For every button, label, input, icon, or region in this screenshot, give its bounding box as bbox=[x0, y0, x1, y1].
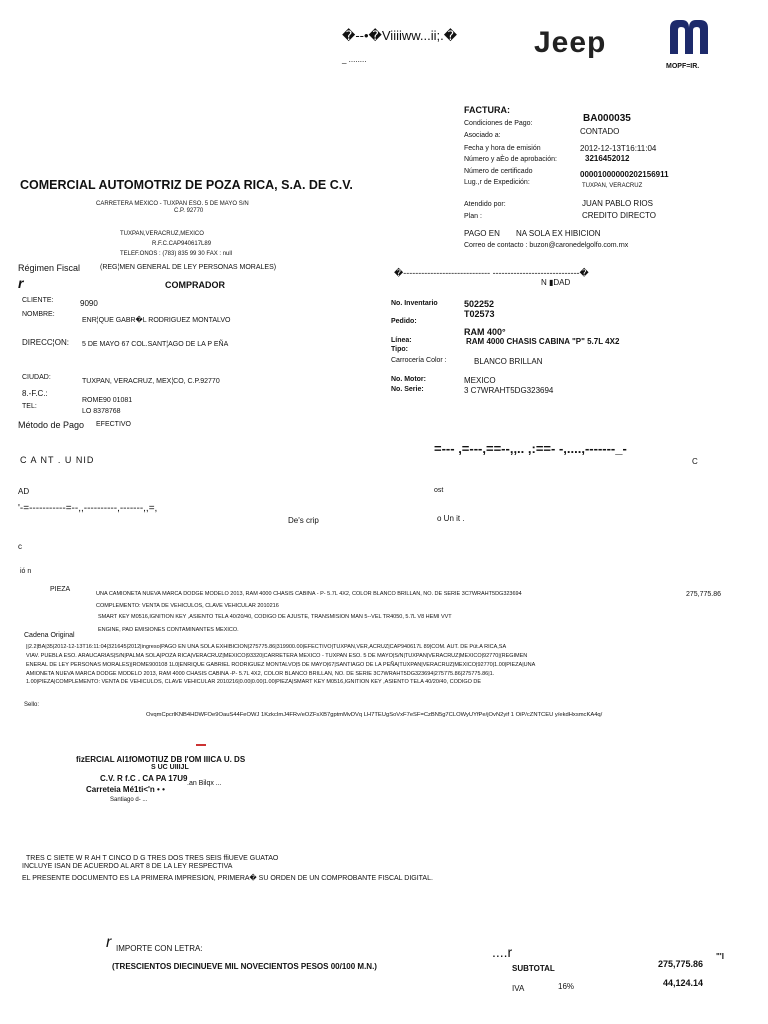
note-line: INCLUYE ISAN DE ACUERDO AL ART 8 DE LA LEY RESPECTIVA bbox=[22, 863, 233, 870]
comprador-title: COMPRADOR bbox=[165, 280, 225, 290]
invoice-label: Atendido por: bbox=[464, 201, 506, 208]
invoice-value: TUXPAN, VERACRUZ bbox=[582, 183, 643, 189]
stamp-line: fizERCIAL Al1fOMOTIUZ DB I'OM IIICA U. DS bbox=[76, 755, 246, 764]
cadena-label: Cadena Original bbox=[24, 632, 75, 639]
cadena-line: ||2.2|BA|35|2012-12-13T16:11:04|321645|2012|ingreso|PAGO EN UNA SOLA EXHIBICION|275775.86|319900.00|EFECTIVO|TUXPAN,VER,ACRUZ|CAP940617L 89|COM. AUT. DE Püt.A RICA,SA bbox=[26, 644, 507, 650]
invoice-label: Lug.,r de Expedición: bbox=[464, 179, 530, 186]
concept-desc-line: UNA CAMIONETA NUEVA MARCA DODGE MODELO 2013, RAM 4000 CHASIS CABINA - P- 5.7L 4X2, COLOR BLANCO BRILLAN, NO. DE SERIE 3C7WRAHT5DG323694 bbox=[96, 591, 522, 597]
note-line: TRES C SIETE W R AH T CINCO D G TRES DOS TRES SEIS ffiUEVE GUATAO bbox=[26, 855, 279, 862]
stamp-line: .an Bilqx ... bbox=[187, 780, 222, 787]
cost-marker: ost bbox=[434, 487, 444, 494]
pedido-value: T02573 bbox=[464, 309, 495, 319]
stamp-line: S UC UIIIJL bbox=[151, 764, 189, 771]
regimen-label: Régimen Fiscal bbox=[18, 263, 81, 273]
direccion-value: 5 DE MAYO 67 COL.SANT¦AGO DE LA P EÑA bbox=[82, 341, 229, 348]
pedido-label: Pedido: bbox=[391, 318, 417, 325]
io-marker: ió n bbox=[20, 568, 32, 575]
stamp-line: Santiago d- ... bbox=[110, 797, 148, 803]
invoice-value: CREDITO DIRECTO bbox=[582, 211, 656, 220]
noise-mark: r bbox=[106, 934, 112, 951]
concept-desc-line: COMPLEMENTO: VENTA DE VEHICULOS, CLAVE VEHICULAR 2010216 bbox=[96, 603, 279, 609]
jeep-logo: Jeep bbox=[534, 26, 607, 59]
cadena-line: 1.00|PIEZA|COMPLEMENTO: VENTA DE VEHICULOS, CLAVE VEHICULAR 2010216|0.00|0.00|1.00|PIEZA|SMART KEY M0516,IGNITION KEY ,ASIENTO TELA 40/20/40, CODIGO DE bbox=[26, 679, 482, 685]
company-rfc: R.F.C.CAP940617L89 bbox=[152, 241, 212, 247]
subtotal-value: 275,775.86 bbox=[658, 959, 704, 969]
serie-label: No. Serie: bbox=[391, 386, 424, 393]
company-address: CARRETERA MEXICO - TUXPAN ESO. 5 DE MAYO S/N bbox=[96, 201, 249, 207]
noise-dots: ....r bbox=[492, 944, 513, 960]
cliente-value: 9090 bbox=[80, 299, 98, 308]
invoice-value: 00001000000202156911 bbox=[580, 170, 669, 179]
tel-label: TEL: bbox=[22, 403, 37, 410]
pieza-unit: PIEZA bbox=[50, 586, 71, 593]
nombre-value: ENR¦QUE GABR�L RODRIGUEZ MONTALVO bbox=[82, 317, 231, 324]
invoice-label: Asociado a: bbox=[464, 132, 501, 139]
mopar-caption: MOPF=IR. bbox=[666, 63, 700, 70]
ad-marker: AD bbox=[18, 487, 30, 496]
serie-value: 3 C7WRAHT5DG323694 bbox=[464, 386, 554, 395]
tel-value: LO 8378768 bbox=[82, 408, 121, 415]
company-name: COMERCIAL AUTOMOTRIZ DE POZA RICA, S.A. DE C.V. bbox=[20, 178, 353, 192]
motor-value: MEXICO bbox=[464, 376, 496, 385]
concept-header-noise: =--- ,=---,==--,,.. ,:==- -,....,-------_- bbox=[434, 441, 627, 456]
stamp-line: C.V. R f.C . CA PA 17U9 bbox=[100, 774, 188, 783]
invoice-label: Fecha y hora de emisión bbox=[464, 145, 541, 152]
pago-label: PAGO EN bbox=[464, 229, 500, 238]
correo-contacto: Correo de contacto : buzon@caronedelgolfo.com.rnx bbox=[464, 242, 629, 249]
invoice-label: Plan : bbox=[464, 213, 482, 220]
noise-mark: "'I bbox=[716, 952, 724, 961]
concept-header-left: C A NT . U NID bbox=[20, 455, 95, 465]
concept-header-c: C bbox=[692, 457, 698, 466]
company-city: TUXPAN,VERACRUZ,MEXICO bbox=[120, 231, 204, 237]
c-marker: c bbox=[18, 542, 22, 551]
color-label: Carrocería Color : bbox=[391, 357, 447, 364]
concept-desc-line: ENGINE, PAD EMISIONES CONTAMINANTES MEXICO. bbox=[98, 627, 239, 633]
invoice-label: Número de certificado bbox=[464, 168, 533, 175]
note-line: EL PRESENTE DOCUMENTO ES LA PRIMERA IMPRESION, PRIMERA� SU ORDEN DE UN COMPROBANTE FISCAL DIGITAL. bbox=[22, 875, 433, 882]
invoice-value: JUAN PABLO RIOS bbox=[582, 199, 653, 208]
garbled-logo: �--•�Viiiiww...ii;.� bbox=[342, 28, 458, 43]
regimen-value: (REG¦MEN GENERAL DE LEY PERSONAS MORALES) bbox=[100, 264, 277, 271]
noise-mark: r bbox=[18, 275, 24, 291]
iva-rate: 16% bbox=[558, 982, 575, 991]
cadena-line: VIAV. PUEBLA ESO. ARAUCARIAS|S/N|PALMA SOLA|POZA RICA|VERACRUZ|MEXICO|93320|CARRETERA MEXICO - TUXPAN ESO. 5 DE MAYO|S/N|TUXPAN|VERACRUZ|MEXICO|92770|(REGIMEN bbox=[26, 653, 528, 659]
nombre-label: NOMBRE: bbox=[22, 311, 55, 318]
company-cp: C.P. 92770 bbox=[174, 208, 204, 214]
pago-value: NA SOLA EX HIBICION bbox=[516, 229, 601, 238]
importe-value: (TRESCIENTOS DIECINUEVE MIL NOVECIENTOS PESOS 00/100 M.N.) bbox=[112, 962, 377, 971]
invoice-value: 2012-12-13T16:11:04 bbox=[580, 144, 657, 153]
motor-label: No. Motor: bbox=[391, 376, 426, 383]
rfc-label: 8.-F.C.: bbox=[22, 389, 48, 398]
cadena-line: AMIONETA NUEVA MARCA DODGE MODELO 2013, RAM 4000 CHASIS CABINA -P- 5.7L 4X2, COLOR BLANCO BRILLAN, NO. DE SERIE 3C7WRAHT5DG323694|275775.86|275775.86|1. bbox=[26, 671, 495, 677]
concept-desc-line: SMART KEY M0516,IGNITION KEY ,ASIENTO TELA 40/20/40, CODIGO DE AJUSTE, TRANSMISION MAN 5--VEL TR4050, 5.7L V8 HEMI VVT bbox=[98, 614, 452, 620]
sello-label: Sello: bbox=[24, 702, 40, 708]
iva-label: IVA bbox=[512, 984, 525, 993]
metodo-label: Método de Pago bbox=[18, 420, 85, 430]
concept-noise-left: '-=-----------=--,,----------,-------,,=, bbox=[18, 503, 158, 514]
stamp-red-mark bbox=[196, 744, 206, 746]
cadena-line: ENERAL DE LEY PERSONAS MORALES)|ROME900108 1L0|ENRIQUE GABRIEL RODRIGUEZ MONTALVO|5 DE MAYO|67|SANTIAGO DE LA PEÑA|TUXPAN|VERACRUZ|MEXICO|92770|1.00|PIEZA|UNA bbox=[26, 662, 536, 668]
ciudad-label: CIUDAD: bbox=[22, 374, 51, 381]
sello-value: OvqmCpcrlKNB4HDWFOe9OauS44FeOWJ 1KzkcImJ4FRv/eOZFsXB7gptmMvDVq LH7TEUgSoVxF7eSF=CzBN5g7CLOWyUYfPe/jOvN2yif 1 OiP/cZNTCEU y/ekdHxsmcKA4q/ bbox=[146, 712, 603, 718]
linea-value: RAM 400° bbox=[464, 327, 506, 337]
cliente-label: CLIENTE: bbox=[22, 297, 54, 304]
tipo-value: RAM 4000 CHASIS CABINA "P" 5.7L 4X2 bbox=[466, 337, 620, 346]
concept-amount: 275,775.86 bbox=[686, 591, 722, 598]
vehicle-dashes: �----------------------------- -----------------------------� bbox=[394, 268, 589, 278]
invoice-folio: BA000035 bbox=[583, 113, 631, 124]
stamp-line: Carreteia Mé1ti<'n • • bbox=[86, 785, 165, 794]
inventario-label: No. Inventario bbox=[391, 300, 438, 307]
inventario-value: 502252 bbox=[464, 299, 495, 309]
descrip-marker: De's crip bbox=[288, 516, 319, 525]
invoice-label: Número y aÈo de aprobación: bbox=[464, 156, 557, 163]
subtotal-label: SUBTOTAL bbox=[512, 964, 555, 973]
unidad-title: N ▮DAD bbox=[541, 278, 571, 287]
importe-label: IMPORTE CON LETRA: bbox=[116, 944, 203, 953]
iva-value: 44,124.14 bbox=[663, 978, 704, 988]
linea-label: Línea: bbox=[391, 337, 412, 344]
direccion-label: DIRECC¦ON: bbox=[22, 338, 69, 347]
company-phones: TELEF.ONOS : (783) 835 99 30 FAX : null bbox=[120, 251, 233, 257]
garbled-logo-underline: _ ........ bbox=[342, 55, 367, 64]
invoice-label: Condiciones de Pago: bbox=[464, 120, 533, 127]
invoice-value: 3216452012 bbox=[585, 154, 630, 163]
color-value: BLANCO BRILLAN bbox=[474, 357, 543, 366]
unit-marker: o Un it . bbox=[437, 514, 465, 523]
invoice-title: FACTURA: bbox=[464, 105, 510, 115]
rfc-value: ROME90 01081 bbox=[82, 397, 133, 404]
mopar-m-icon bbox=[668, 18, 710, 61]
metodo-value: EFECTIVO bbox=[96, 421, 132, 428]
ciudad-value: TUXPAN, VERACRUZ, MEX¦CO, C.P.92770 bbox=[82, 378, 220, 385]
invoice-value: CONTADO bbox=[580, 127, 620, 136]
tipo-label: Tipo: bbox=[391, 346, 408, 353]
